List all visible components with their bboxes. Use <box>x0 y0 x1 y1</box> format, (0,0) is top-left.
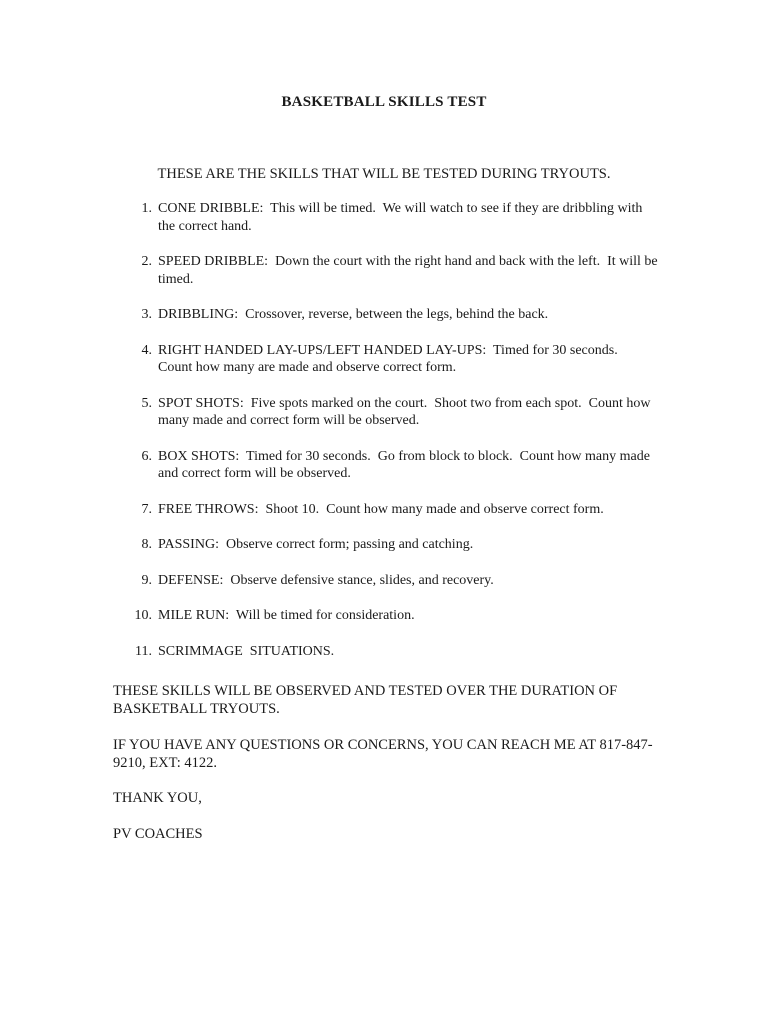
closing-line: THANK YOU, <box>113 790 202 806</box>
list-item <box>141 572 658 590</box>
list-item <box>141 448 658 483</box>
observation-note: THESE SKILLS WILL BE OBSERVED AND TESTED OVER THE DURATION OF BASKETBALL TRYOUTS. <box>113 683 618 717</box>
list-item-text: PASSING: Observe correct form; passing and catching. <box>158 537 474 552</box>
list-item-number: 2. <box>141 254 152 269</box>
list-item <box>135 643 658 661</box>
intro-line: THESE ARE THE SKILLS THAT WILL BE TESTED DURING TRYOUTS. <box>157 166 611 182</box>
signature: PV COACHES <box>113 826 203 842</box>
document-title: BASKETBALL SKILLS TEST <box>281 94 487 110</box>
list-item-number: 9. <box>141 572 152 588</box>
list-item <box>141 253 662 288</box>
list-item-number: 10. <box>134 608 152 623</box>
list-item-number: 11. <box>135 643 152 659</box>
list-item <box>141 306 658 324</box>
list-item-text: DEFENSE: Observe defensive stance, slides, and recovery. <box>158 572 494 588</box>
list-item-number: 1. <box>141 201 152 216</box>
list-item <box>141 501 658 519</box>
list-item <box>141 395 658 430</box>
list-item <box>141 200 658 235</box>
list-item <box>141 536 658 554</box>
list-item-number: 6. <box>141 448 152 464</box>
list-item-number: 5. <box>141 395 152 411</box>
skills-list <box>134 200 662 678</box>
list-item-number: 8. <box>141 537 152 552</box>
list-item-text: SCRIMMAGE SITUATIONS. <box>158 643 335 659</box>
list-item-text: CONE DRIBBLE: This will be timed. We will watch to see if they are dribbling with the correct hand. <box>158 201 646 234</box>
list-item-text: RIGHT HANDED LAY-UPS/LEFT HANDED LAY-UPS: Timed for 30 seconds. Count how many are made and observe correct form. <box>158 342 625 375</box>
list-item-number: 4. <box>141 342 152 358</box>
list-item-text: MILE RUN: Will be timed for consideration. <box>158 608 415 623</box>
list-item <box>141 342 658 377</box>
list-item-text: SPEED DRIBBLE: Down the court with the right hand and back with the left. It will be timed. <box>158 254 662 287</box>
contact-note: IF YOU HAVE ANY QUESTIONS OR CONCERNS, YOU CAN REACH ME AT 817-847-9210, EXT: 4122. <box>113 737 653 771</box>
list-item-number: 7. <box>141 501 152 517</box>
list-item <box>134 607 658 625</box>
list-item-text: SPOT SHOTS: Five spots marked on the court. Shoot two from each spot. Count how many made and correct form will be observed. <box>158 395 654 428</box>
list-item-text: FREE THROWS: Shoot 10. Count how many made and observe correct form. <box>158 501 604 517</box>
list-item-text: DRIBBLING: Crossover, reverse, between the legs, behind the back. <box>158 307 549 322</box>
list-item-text: BOX SHOTS: Timed for 30 seconds. Go from block to block. Count how many made and correct form will be observed. <box>158 448 654 481</box>
list-item-number: 3. <box>141 307 152 322</box>
